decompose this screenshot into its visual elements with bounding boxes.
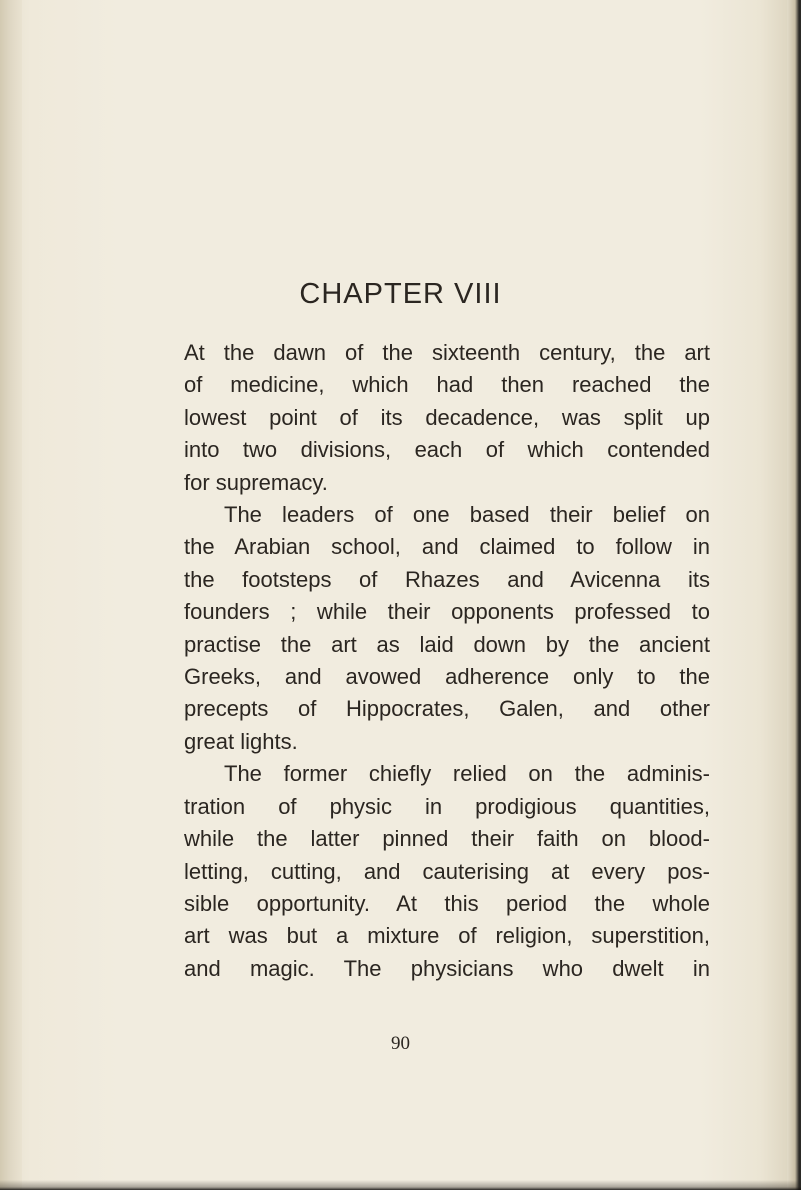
text-line: At the dawn of the sixteenth century, the art — [184, 340, 710, 365]
text-line: The leaders of one based their belief on — [224, 502, 710, 528]
text-line: while the latter pinned their faith on blood- — [184, 826, 710, 852]
text-line: founders ; while their opponents professed to — [184, 599, 710, 625]
page-gutter — [0, 0, 22, 1190]
page-bottom-shadow — [0, 1180, 801, 1190]
chapter-heading: CHAPTER VIII — [299, 278, 502, 310]
text-line: the Arabian school, and claimed to follow in — [184, 534, 710, 560]
text-line: great lights. — [184, 728, 298, 754]
text-line: precepts of Hippocrates, Galen, and other — [184, 696, 710, 722]
text-line: sible opportunity. At this period the whole — [184, 890, 710, 916]
text-line: the footsteps of Rhazes and Avicenna its — [184, 566, 710, 592]
text-line: letting, cutting, and cauterising at every pos- — [184, 858, 710, 884]
text-line: tration of physic in prodigious quantities, — [184, 793, 710, 819]
text-line: The former chiefly relied on the adminis- — [224, 761, 710, 787]
page-edge — [787, 0, 801, 1190]
text-line: practise the art as laid down by the ancient — [184, 631, 710, 657]
text-line: of medicine, which had then reached the — [184, 372, 710, 398]
text-line: for supremacy. — [184, 469, 328, 495]
text-line: and magic. The physicians who dwelt in — [184, 955, 710, 981]
page-number: 90 — [391, 1033, 410, 1054]
text-line: art was but a mixture of religion, superstition, — [184, 923, 710, 949]
text-line: into two divisions, each of which contended — [184, 437, 710, 463]
text-line: Greeks, and avowed adherence only to the — [184, 664, 710, 690]
text-line: lowest point of its decadence, was split up — [184, 404, 710, 430]
body-text — [184, 337, 710, 985]
